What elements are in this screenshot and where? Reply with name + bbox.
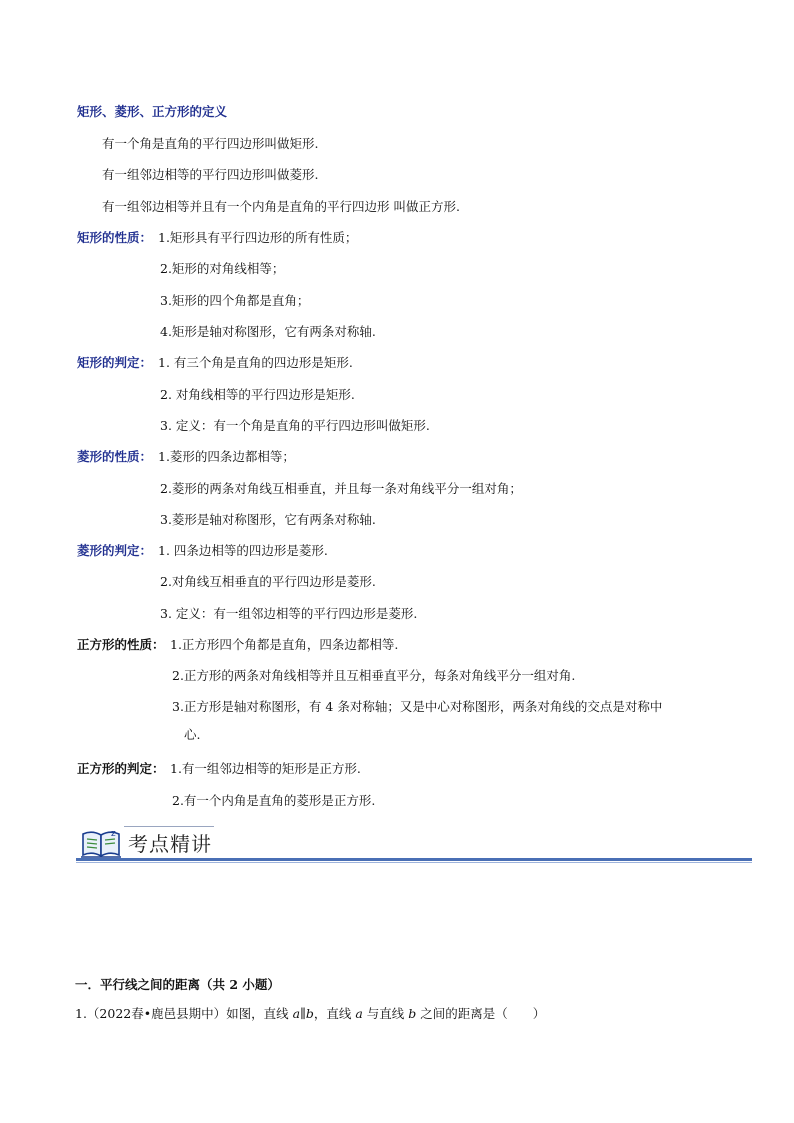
square-prop-3: 3.正方形是轴对称图形，有 4 条对称轴；又是中心对称图形，两条对角线的交点是对称中	[172, 699, 663, 714]
rect-prop-4: 4.矩形是轴对称图形，它有两条对称轴.	[160, 324, 376, 339]
rhombus-judge-2: 2.对角线互相垂直的平行四边形是菱形.	[160, 574, 376, 589]
definitions-heading: 矩形、菱形、正方形的定义	[77, 104, 228, 119]
banner-rule	[76, 858, 752, 861]
definition-square: 有一组邻边相等并且有一个内角是直角的平行四边形 叫做正方形.	[102, 199, 460, 214]
question-var-a2: a	[355, 1006, 363, 1021]
rect-prop-1: 1.矩形具有平行四边形的所有性质；	[158, 230, 358, 245]
question-var-b2: b	[408, 1006, 417, 1021]
question-var-b: b	[305, 1006, 314, 1021]
question-suffix: 之间的距离是（ ）	[416, 1006, 546, 1021]
question-prefix: 1.（2022春•鹿邑县期中）如图，直线	[75, 1006, 293, 1021]
question-mid2: 与直线	[362, 1006, 409, 1021]
banner-title: 考点精讲	[128, 832, 212, 856]
rect-props-label: 矩形的性质：	[77, 230, 153, 245]
definition-rectangle: 有一个角是直角的平行四边形叫做矩形.	[102, 136, 319, 151]
square-judge-2: 2.有一个内角是直角的菱形是正方形.	[172, 793, 376, 808]
rect-judge-label: 矩形的判定：	[77, 355, 153, 370]
square-prop-3-cont: 心.	[184, 727, 201, 742]
question-var-a: a	[292, 1006, 301, 1021]
svg-text:z: z	[111, 829, 116, 839]
rhombus-prop-3: 3.菱形是轴对称图形，它有两条对称轴.	[160, 512, 376, 527]
square-judge-1: 1.有一组邻边相等的矩形是正方形.	[170, 761, 361, 776]
rect-prop-3: 3.矩形的四个角都是直角；	[160, 293, 310, 308]
rect-judge-2: 2. 对角线相等的平行四边形是矩形.	[160, 387, 355, 402]
rhombus-judge-3: 3. 定义：有一组邻边相等的平行四边形是菱形.	[160, 606, 418, 621]
section-banner	[76, 826, 752, 866]
section-title: 一．平行线之间的距离（共 2 小题）	[75, 977, 280, 992]
rhombus-judge-label: 菱形的判定：	[77, 543, 153, 558]
rhombus-props-label: 菱形的性质：	[77, 449, 153, 464]
rhombus-prop-2: 2.菱形的两条对角线互相垂直，并且每一条对角线平分一组对角；	[160, 481, 522, 496]
rect-prop-2: 2.矩形的对角线相等；	[160, 261, 285, 276]
square-prop-2: 2.正方形的两条对角线相等并且互相垂直平分，每条对角线平分一组对角.	[172, 668, 576, 683]
open-book-icon	[80, 826, 124, 860]
rhombus-prop-1: 1.菱形的四条边都相等；	[158, 449, 295, 464]
question-mid: ，直线	[313, 1006, 356, 1021]
square-judge-label: 正方形的判定：	[77, 761, 165, 776]
parallel-symbol: ∥	[300, 1006, 306, 1021]
question-1	[75, 1006, 545, 1022]
definition-rhombus: 有一组邻边相等的平行四边形叫做菱形.	[102, 167, 319, 182]
rect-judge-1: 1. 有三个角是直角的四边形是矩形.	[158, 355, 353, 370]
square-prop-1: 1.正方形四个角都是直角，四条边都相等.	[170, 637, 399, 652]
banner-top-rule	[124, 826, 214, 827]
banner-rule-thin	[76, 862, 752, 863]
square-props-label: 正方形的性质：	[77, 637, 165, 652]
rect-judge-3: 3. 定义：有一个角是直角的平行四边形叫做矩形.	[160, 418, 430, 433]
rhombus-judge-1: 1. 四条边相等的四边形是菱形.	[158, 543, 328, 558]
